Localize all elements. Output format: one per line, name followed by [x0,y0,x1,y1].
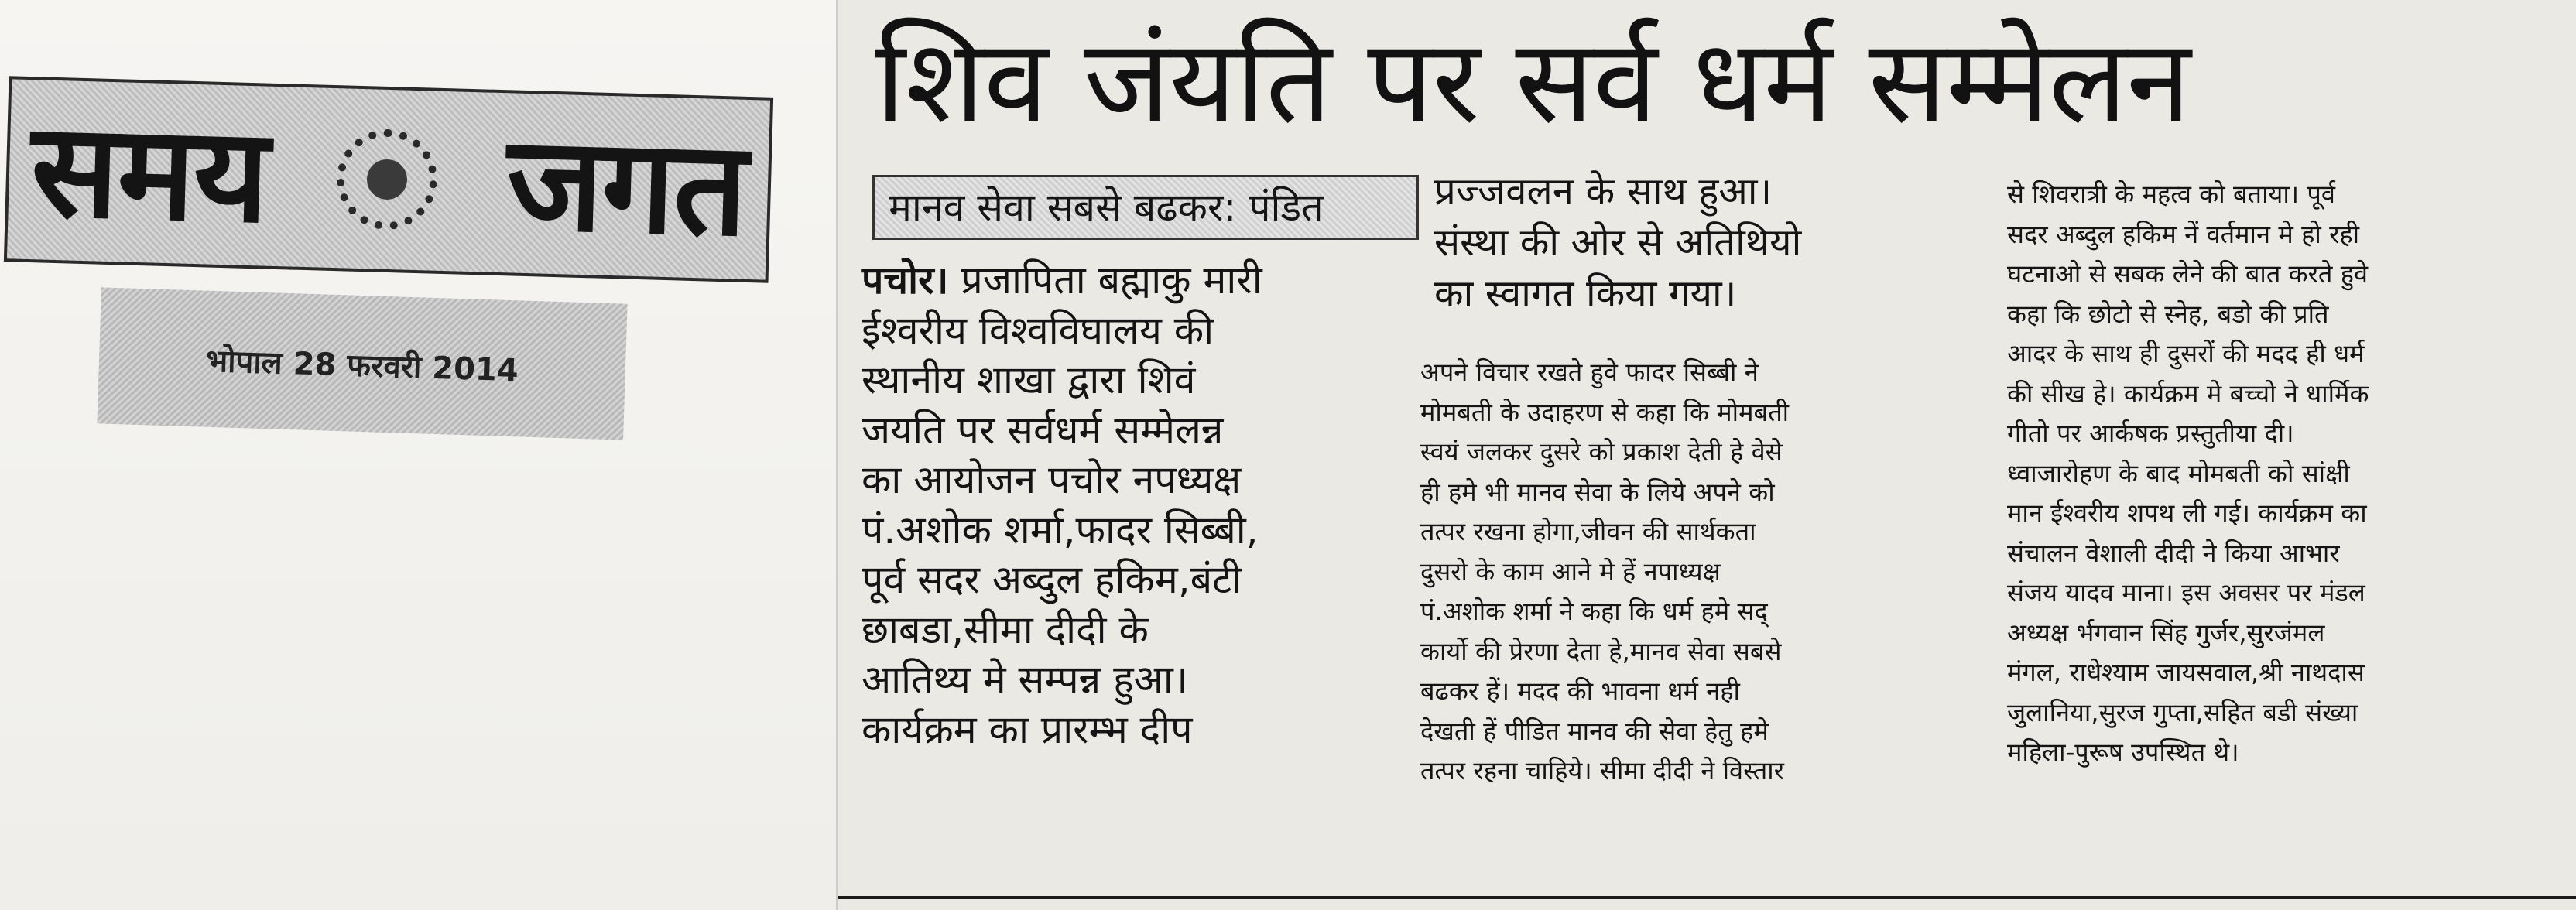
column2-line: स्वयं जलकर दुसरे को प्रकाश देती हे वेसे [1420,437,1783,467]
article-column-2-intro [1434,166,1953,320]
column3-line: आदर के साथ ही दुसरों की मदद ही धर्म [2007,339,2365,368]
column1-line: स्थानीय शाखा द्वारा शिवं [862,358,1196,402]
column1-line: पं.अशोक शर्मा,फादर सिब्बी, [862,507,1259,552]
dateline-clipping [97,287,627,440]
column3-line: की सीख हे। कार्यक्रम मे बच्चो ने धार्मिक [2007,378,2369,409]
headline: शिव जंयति पर सर्व धर्म सम्मेलन [875,15,2191,149]
column2-line: कार्यो की प्रेरणा देता हे,मानव सेवा सबसे [1420,636,1782,666]
subheadline: मानव सेवा सबसे बढकर: पंडित [872,175,1419,240]
column3-line: कहा कि छोटो से स्नेह, बडो की प्रति [2007,299,2329,329]
masthead-word-jagat: जगत [505,107,748,265]
dateline-place: पचोर। [862,258,949,303]
column1-line: छाबडा,सीमा दीदी के [862,607,1149,652]
bottom-rule [838,896,2576,899]
column2-line: बढकर हें। मदद की भावना धर्म नही [1420,676,1740,706]
column1-line: आतिथ्य मे सम्पन्न हुआ। [862,657,1188,702]
column3-line: मंगल, राधेश्याम जायसवाल,श्री नाथदास [2007,658,2365,687]
column3-line: घटनाओ से सबक लेने की बात करते हुवे [2007,259,2369,289]
column2-intro-line: का स्वागत किया गया। [1434,272,1737,316]
article-column-1 [862,255,1403,754]
column3-line: से शिवरात्री के महत्व को बताया। पूर्व [2007,180,2335,209]
column1-line: कार्यक्रम का प्रारम्भ दीप [862,706,1193,752]
column2-line: देखती हें पीडित मानव की सेवा हेतु हमे [1420,716,1769,746]
dateline-text: भोपाल 28 फरवरी 2014 [205,343,519,388]
column2-line: तत्पर रखना होगा,जीवन की सार्थकता [1420,517,1756,546]
column3-line: ध्वाजारोहण के बाद मोमबती को सांक्षी [2007,458,2350,488]
article-column-3 [2007,175,2569,773]
masthead-clipping [4,76,773,282]
column2-line: पं.अशोक शर्मा ने कहा कि धर्म हमे सद् [1420,597,1768,626]
column3-line: अध्यक्ष र्भगवान सिंह गुर्जर,सुरजंमल [2007,618,2325,648]
column3-line: संचालन वेशाली दीदी ने किया आभार [2007,538,2340,568]
column1-line: पूर्व सदर अब्दुल हकिम,बंटी [862,557,1242,602]
column3-line: सदर अब्दुल हकिम नें वर्तमान मे हो रही [2007,219,2360,249]
column2-line: तत्पर रहना चाहिये। सीमा दीदी ने विस्तार [1420,756,1784,785]
masthead-word-samay: समय [29,94,270,252]
column2-line: अपने विचार रखते हुवे फादर सिब्बी ने [1420,358,1759,387]
column3-line: संजय यादव माना। इस अवसर पर मंडल [2007,578,2365,607]
column3-line: मान ईश्वरीय शपथ ली गई। कार्यक्रम का [2007,498,2367,528]
column2-line: ही हमे भी मानव सेवा के लिये अपने को [1420,477,1775,507]
column3-line: जुलानिया,सुरज गुप्ता,सहित बडी संख्या [2007,697,2358,727]
masthead-emblem-icon [335,128,439,231]
column2-line: दुसरो के काम आने मे हें नपाध्यक्ष [1420,556,1721,587]
column1-line: प्रजापिता बह्माकु मारी [961,258,1262,303]
column2-intro-line: प्रज्जवलन के साथ हुआ। [1434,169,1773,214]
column3-line: गीतो पर आर्कषक प्रस्तुतीया दी। [2007,419,2294,448]
article-column-2-body [1420,353,1981,792]
column1-line: जयति पर सर्वधर्म सम्मेलन्न [862,407,1224,453]
column2-intro-line: संस्था की ओर से अतिथियो [1434,221,1802,265]
column1-line: का आयोजन पचोर नपध्यक्ष [862,457,1242,502]
column2-line: मोमबती के उदाहरण से कहा कि मोमबती [1420,397,1790,427]
article-clipping [836,0,2576,910]
column3-line: महिला-पुरूष उपस्थित थे। [2007,737,2239,767]
column1-line: ईश्वरीय विश्वविघालय की [862,307,1214,353]
